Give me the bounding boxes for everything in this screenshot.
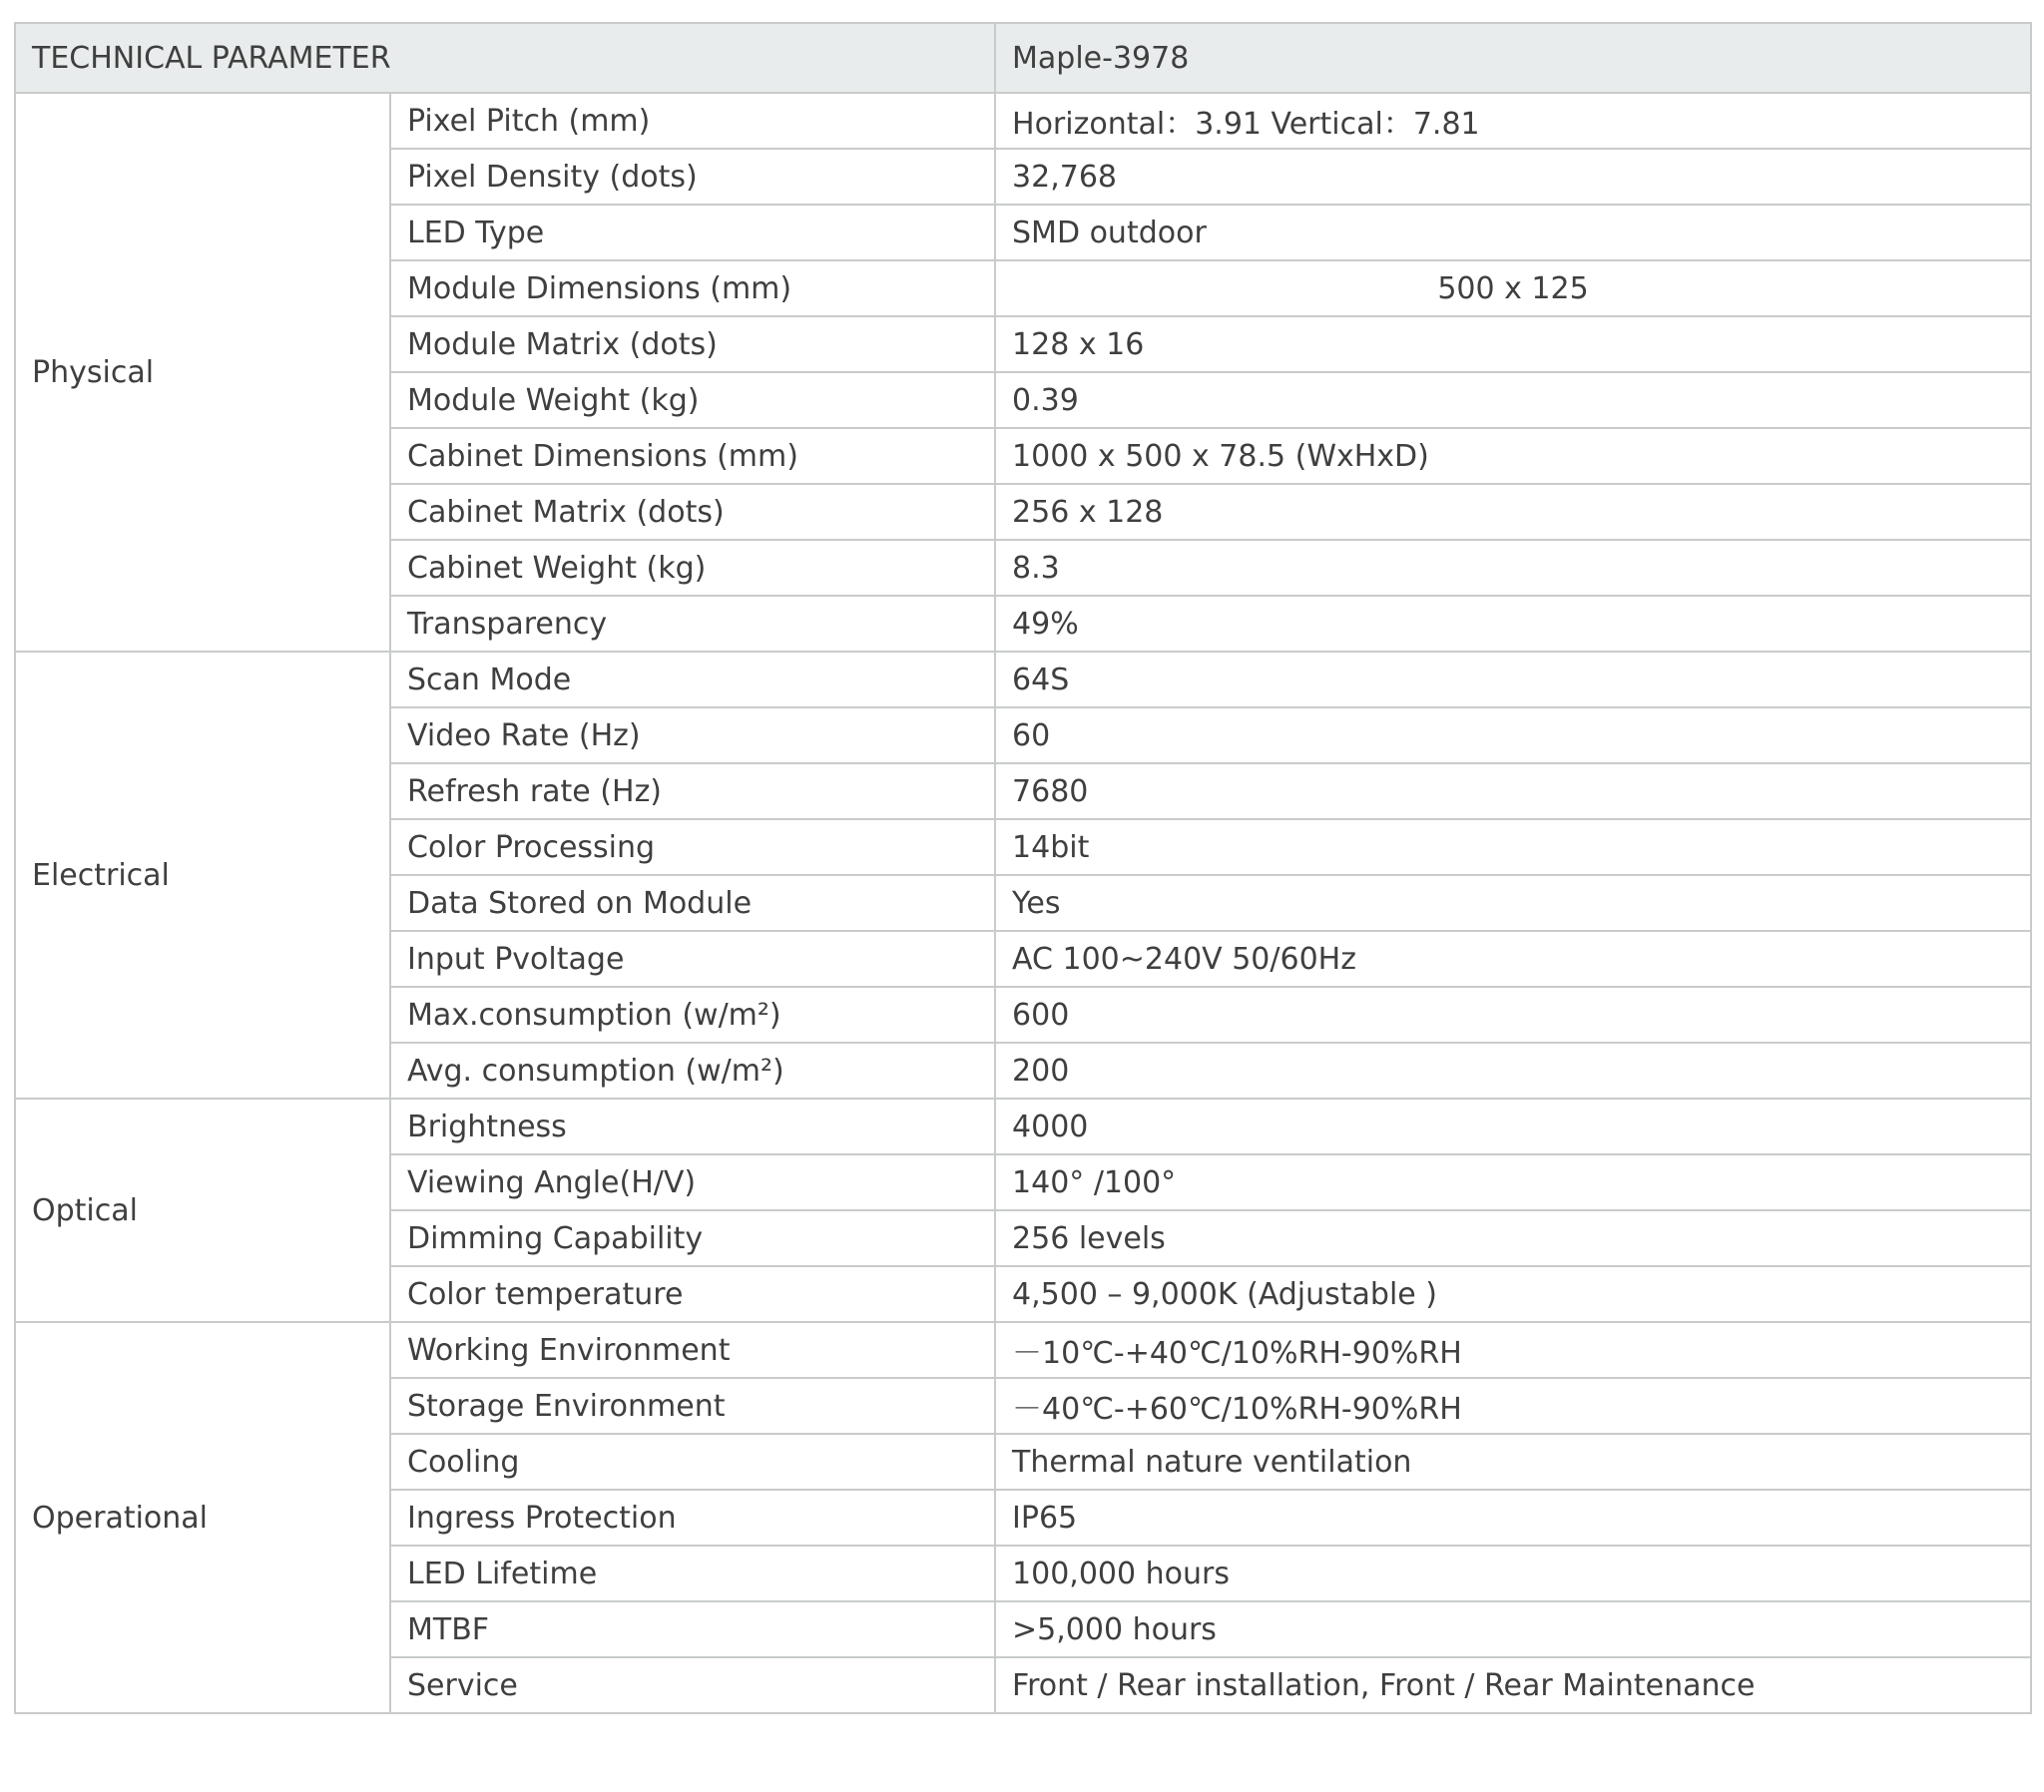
parameter-name-cell: Data Stored on Module bbox=[390, 875, 995, 931]
parameter-value-cell: 14bit bbox=[995, 819, 2031, 875]
spec-table bbox=[14, 22, 2032, 1714]
parameter-name-cell: Scan Mode bbox=[390, 652, 995, 707]
table-row bbox=[15, 1099, 2031, 1154]
table-row bbox=[15, 652, 2031, 707]
parameter-value-cell: 60 bbox=[995, 707, 2031, 763]
parameter-name-cell: Storage Environment bbox=[390, 1378, 995, 1434]
parameter-value-cell: 128 x 16 bbox=[995, 316, 2031, 372]
parameter-value-cell: Horizontal：3.91 Vertical：7.81 bbox=[995, 93, 2031, 149]
category-cell-optical: Optical bbox=[15, 1099, 390, 1322]
parameter-name-cell: Cooling bbox=[390, 1434, 995, 1490]
parameter-value-cell: －10℃-+40℃/10%RH-90%RH bbox=[995, 1322, 2031, 1378]
header-model: Maple-3978 bbox=[995, 23, 2031, 93]
parameter-value-cell: 100,000 hours bbox=[995, 1546, 2031, 1601]
parameter-value-cell: AC 100~240V 50/60Hz bbox=[995, 931, 2031, 987]
parameter-name-cell: Avg. consumption (w/m²) bbox=[390, 1043, 995, 1099]
spec-table-body bbox=[15, 23, 2031, 1713]
parameter-value-cell: 1000 x 500 x 78.5 (WxHxD) bbox=[995, 428, 2031, 484]
parameter-name-cell: Color Processing bbox=[390, 819, 995, 875]
parameter-name-cell: MTBF bbox=[390, 1601, 995, 1657]
parameter-name-cell: Pixel Density (dots) bbox=[390, 149, 995, 205]
parameter-name-cell: Pixel Pitch (mm) bbox=[390, 93, 995, 149]
category-cell-operational: Operational bbox=[15, 1322, 390, 1713]
parameter-value-cell: >5,000 hours bbox=[995, 1601, 2031, 1657]
parameter-value-cell: 4,500 – 9,000K (Adjustable ) bbox=[995, 1266, 2031, 1322]
parameter-value-cell: Thermal nature ventilation bbox=[995, 1434, 2031, 1490]
parameter-name-cell: Refresh rate (Hz) bbox=[390, 763, 995, 819]
parameter-name-cell: Cabinet Dimensions (mm) bbox=[390, 428, 995, 484]
parameter-value-cell: 7680 bbox=[995, 763, 2031, 819]
parameter-name-cell: Working Environment bbox=[390, 1322, 995, 1378]
header-title: TECHNICAL PARAMETER bbox=[15, 23, 995, 93]
parameter-value-cell: 64S bbox=[995, 652, 2031, 707]
parameter-name-cell: LED Lifetime bbox=[390, 1546, 995, 1601]
parameter-name-cell: Color temperature bbox=[390, 1266, 995, 1322]
parameter-value-cell: 4000 bbox=[995, 1099, 2031, 1154]
parameter-name-cell: Cabinet Matrix (dots) bbox=[390, 484, 995, 540]
parameter-value-cell: 600 bbox=[995, 987, 2031, 1043]
parameter-value-cell: 0.39 bbox=[995, 372, 2031, 428]
table-header-row bbox=[15, 23, 2031, 93]
parameter-name-cell: Input Pvoltage bbox=[390, 931, 995, 987]
category-cell-physical: Physical bbox=[15, 93, 390, 652]
parameter-value-cell: －40℃-+60℃/10%RH-90%RH bbox=[995, 1378, 2031, 1434]
parameter-value-cell: Front / Rear installation, Front / Rear Maintenance bbox=[995, 1657, 2031, 1713]
parameter-value-cell: 500 x 125 bbox=[995, 260, 2031, 316]
category-cell-electrical: Electrical bbox=[15, 652, 390, 1099]
parameter-value-cell: 256 levels bbox=[995, 1210, 2031, 1266]
parameter-value-cell: IP65 bbox=[995, 1490, 2031, 1546]
parameter-value-cell: 140° /100° bbox=[995, 1154, 2031, 1210]
parameter-name-cell: Brightness bbox=[390, 1099, 995, 1154]
parameter-value-cell: 49% bbox=[995, 596, 2031, 652]
parameter-name-cell: Ingress Protection bbox=[390, 1490, 995, 1546]
parameter-value-cell: 200 bbox=[995, 1043, 2031, 1099]
parameter-name-cell: Transparency bbox=[390, 596, 995, 652]
parameter-name-cell: Video Rate (Hz) bbox=[390, 707, 995, 763]
parameter-name-cell: Viewing Angle(H/V) bbox=[390, 1154, 995, 1210]
parameter-name-cell: Max.consumption (w/m²) bbox=[390, 987, 995, 1043]
table-row bbox=[15, 1322, 2031, 1378]
parameter-name-cell: Module Weight (kg) bbox=[390, 372, 995, 428]
parameter-value-cell: 256 x 128 bbox=[995, 484, 2031, 540]
parameter-name-cell: Module Matrix (dots) bbox=[390, 316, 995, 372]
table-row bbox=[15, 93, 2031, 149]
parameter-value-cell: 32,768 bbox=[995, 149, 2031, 205]
parameter-value-cell: 8.3 bbox=[995, 540, 2031, 596]
parameter-name-cell: LED Type bbox=[390, 205, 995, 260]
parameter-name-cell: Dimming Capability bbox=[390, 1210, 995, 1266]
parameter-name-cell: Service bbox=[390, 1657, 995, 1713]
parameter-value-cell: Yes bbox=[995, 875, 2031, 931]
parameter-name-cell: Module Dimensions (mm) bbox=[390, 260, 995, 316]
parameter-name-cell: Cabinet Weight (kg) bbox=[390, 540, 995, 596]
parameter-value-cell: SMD outdoor bbox=[995, 205, 2031, 260]
